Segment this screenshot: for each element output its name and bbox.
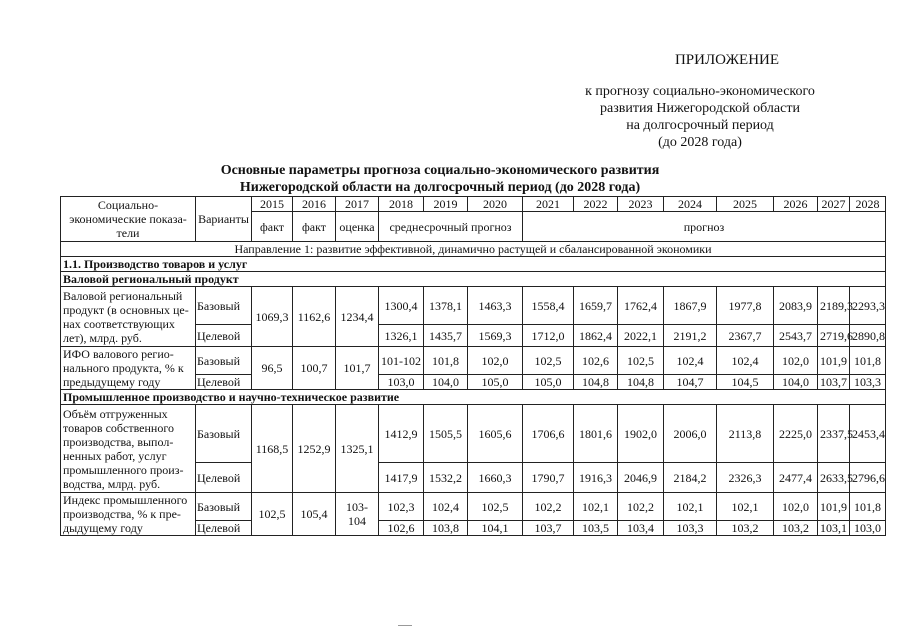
- table-cell: 102,0: [774, 493, 818, 521]
- section-row: [61, 257, 886, 272]
- header-fact: факт: [252, 212, 293, 242]
- header-year: 2028: [850, 197, 886, 212]
- table-cell: 96,5: [252, 347, 293, 390]
- table-cell: 103,7: [818, 375, 850, 390]
- document-title-line: Основные параметры прогноза социально-экономического развития: [220, 163, 660, 178]
- appendix-line: (до 2028 года): [658, 135, 742, 150]
- table-cell: 1867,9: [664, 287, 717, 325]
- table-cell: 102,4: [664, 347, 717, 375]
- variant-label: Целевой: [196, 375, 252, 390]
- header-year: 2023: [618, 197, 664, 212]
- table-cell: 103,2: [774, 521, 818, 536]
- table-cell: 100,7: [293, 347, 336, 390]
- table-cell: 1505,5: [424, 405, 468, 463]
- table-cell: 101,8: [424, 347, 468, 375]
- table-cell: 103,3: [850, 375, 886, 390]
- table-cell: 105,4: [293, 493, 336, 536]
- header-year: 2017: [336, 197, 379, 212]
- table-cell: 101,9: [818, 493, 850, 521]
- table-cell: 2225,0: [774, 405, 818, 463]
- table-cell: 1902,0: [618, 405, 664, 463]
- variant-label: Базовый: [196, 493, 252, 521]
- table-cell: 1326,1: [379, 325, 424, 347]
- indicator-name: Индекс промышленного производства, % к пре-дыдущему году: [61, 493, 196, 536]
- table-cell: 102,1: [664, 493, 717, 521]
- indicator-name: ИФО валового регио-нального продукта, % к предыдущему году: [61, 347, 196, 390]
- table-cell: 104,0: [424, 375, 468, 390]
- table-cell: 102,0: [774, 347, 818, 375]
- forecast-table: [60, 196, 886, 536]
- subsection-row: [61, 272, 886, 287]
- table-cell: 1762,4: [618, 287, 664, 325]
- table-cell: 102,6: [379, 521, 424, 536]
- table-cell: 103,0: [850, 521, 886, 536]
- table-cell: 2633,5: [818, 463, 850, 493]
- direction-label: Направление 1: развитие эффективной, динамично растущей и сбалансированной экономики: [61, 242, 886, 257]
- appendix-header: [560, 52, 840, 151]
- table-row: [61, 493, 886, 521]
- table-cell: 102,5: [523, 347, 574, 375]
- subsection-row: [61, 390, 886, 405]
- table-cell: 1790,7: [523, 463, 574, 493]
- table-cell: 102,0: [468, 347, 523, 375]
- table-cell: 1463,3: [468, 287, 523, 325]
- section-label: 1.1. Производство товаров и услуг: [61, 257, 886, 272]
- appendix-title: ПРИЛОЖЕНИЕ: [674, 52, 780, 68]
- table-cell: 102,5: [618, 347, 664, 375]
- table-cell: 103,2: [717, 521, 774, 536]
- header-year: 2016: [293, 197, 336, 212]
- variant-label: Целевой: [196, 325, 252, 347]
- table-cell: 102,5: [252, 493, 293, 536]
- table-cell: 2453,4: [850, 405, 886, 463]
- table-cell: 1168,5: [252, 405, 293, 493]
- table-cell: 101,8: [850, 493, 886, 521]
- header-year: 2015: [252, 197, 293, 212]
- table-cell: 103,1: [818, 521, 850, 536]
- table-cell: 1252,9: [293, 405, 336, 493]
- header-forecast: прогноз: [523, 212, 886, 242]
- table-cell: 103,8: [424, 521, 468, 536]
- table-cell: 2083,9: [774, 287, 818, 325]
- variant-label: Целевой: [196, 463, 252, 493]
- table-cell: 105,0: [468, 375, 523, 390]
- header-year: 2019: [424, 197, 468, 212]
- table-cell: 102,3: [379, 493, 424, 521]
- table-cell: 1162,6: [293, 287, 336, 347]
- header-year: 2027: [818, 197, 850, 212]
- table-cell: 105,0: [523, 375, 574, 390]
- table-cell: 1605,6: [468, 405, 523, 463]
- header-estimate: оценка: [336, 212, 379, 242]
- table-cell: 103,0: [379, 375, 424, 390]
- table-cell: 104,5: [717, 375, 774, 390]
- table-row: [61, 347, 886, 375]
- header-year: 2018: [379, 197, 424, 212]
- variant-label: Базовый: [196, 287, 252, 325]
- subsection-label: Валовой региональный продукт: [61, 272, 886, 287]
- variant-label: Целевой: [196, 521, 252, 536]
- variant-label: Базовый: [196, 347, 252, 375]
- header-year: 2024: [664, 197, 717, 212]
- table-cell: 104,8: [574, 375, 618, 390]
- scan-artifact: [398, 625, 412, 626]
- appendix-line: на долгосрочный период: [626, 118, 774, 133]
- header-fact: факт: [293, 212, 336, 242]
- indicator-name: Объём отгруженных товаров собственного производства, выпол-ненных работ, услуг промышленного произ-водства, млрд. руб.: [61, 405, 196, 493]
- table-cell: 2719,6: [818, 325, 850, 347]
- table-cell: 102,2: [618, 493, 664, 521]
- table-cell: 2191,2: [664, 325, 717, 347]
- table-cell: 101,7: [336, 347, 379, 390]
- table-cell: 2184,2: [664, 463, 717, 493]
- header-indicator: Социально-экономические показа-тели: [61, 197, 196, 242]
- table-cell: 1435,7: [424, 325, 468, 347]
- document-title-line: Нижегородской области на долгосрочный период (до 2028 года): [239, 180, 641, 195]
- table-cell: 101,9: [818, 347, 850, 375]
- table-cell: 1569,3: [468, 325, 523, 347]
- table-cell: 102,4: [717, 347, 774, 375]
- table-cell: 102,1: [574, 493, 618, 521]
- table-cell: 103,7: [523, 521, 574, 536]
- header-year: 2021: [523, 197, 574, 212]
- table-cell: 1977,8: [717, 287, 774, 325]
- appendix-line: развития Нижегородской области: [600, 101, 800, 116]
- table-cell: 103,3: [664, 521, 717, 536]
- header-year: 2025: [717, 197, 774, 212]
- table-cell: 1916,3: [574, 463, 618, 493]
- table-cell: 2293,3: [850, 287, 886, 325]
- table-cell: 2006,0: [664, 405, 717, 463]
- table-cell: 1378,1: [424, 287, 468, 325]
- table-cell: 104,7: [664, 375, 717, 390]
- table-cell: 1712,0: [523, 325, 574, 347]
- table-cell: 2890,8: [850, 325, 886, 347]
- indicator-name: Валовой региональный продукт (в основных це-нах соответствующих лет), млрд. руб.: [61, 287, 196, 347]
- table-cell: 104,0: [774, 375, 818, 390]
- table-cell: 2796,6: [850, 463, 886, 493]
- table-cell: 2046,9: [618, 463, 664, 493]
- table-cell: 101-102: [379, 347, 424, 375]
- table-cell: 2367,7: [717, 325, 774, 347]
- direction-row: [61, 242, 886, 257]
- variant-label: Базовый: [196, 405, 252, 463]
- table-cell: 2022,1: [618, 325, 664, 347]
- header-year: 2022: [574, 197, 618, 212]
- table-cell: 1558,4: [523, 287, 574, 325]
- table-cell: 2189,3: [818, 287, 850, 325]
- table-cell: 103-104: [336, 493, 379, 536]
- appendix-line: к прогнозу социально-экономического: [585, 84, 815, 99]
- table-cell: 1706,6: [523, 405, 574, 463]
- table-cell: 2326,3: [717, 463, 774, 493]
- table-cell: 1412,9: [379, 405, 424, 463]
- table-cell: 1660,3: [468, 463, 523, 493]
- table-cell: 1069,3: [252, 287, 293, 347]
- table-cell: 102,1: [717, 493, 774, 521]
- table-cell: 1234,4: [336, 287, 379, 347]
- table-cell: 1801,6: [574, 405, 618, 463]
- header-medium-forecast: среднесрочный прогноз: [379, 212, 523, 242]
- table-cell: 104,1: [468, 521, 523, 536]
- table-cell: 102,5: [468, 493, 523, 521]
- table-cell: 2543,7: [774, 325, 818, 347]
- table-cell: 103,5: [574, 521, 618, 536]
- header-year: 2026: [774, 197, 818, 212]
- table-cell: 2477,4: [774, 463, 818, 493]
- table-row: [61, 287, 886, 325]
- table-cell: 101,8: [850, 347, 886, 375]
- table-cell: 102,4: [424, 493, 468, 521]
- table-cell: 1862,4: [574, 325, 618, 347]
- table-cell: 1417,9: [379, 463, 424, 493]
- table-row: [61, 405, 886, 463]
- header-years-row: [61, 197, 886, 212]
- table-cell: 1659,7: [574, 287, 618, 325]
- table-cell: 1325,1: [336, 405, 379, 493]
- table-cell: 2337,5: [818, 405, 850, 463]
- document-title: [60, 162, 820, 196]
- header-year: 2020: [468, 197, 523, 212]
- table-cell: 102,6: [574, 347, 618, 375]
- header-variants: Варианты: [196, 197, 252, 242]
- table-cell: 103,4: [618, 521, 664, 536]
- table-cell: 2113,8: [717, 405, 774, 463]
- table-cell: 102,2: [523, 493, 574, 521]
- subsection-label: Промышленное производство и научно-техническое развитие: [61, 390, 886, 405]
- table-cell: 1532,2: [424, 463, 468, 493]
- table-cell: 1300,4: [379, 287, 424, 325]
- table-cell: 104,8: [618, 375, 664, 390]
